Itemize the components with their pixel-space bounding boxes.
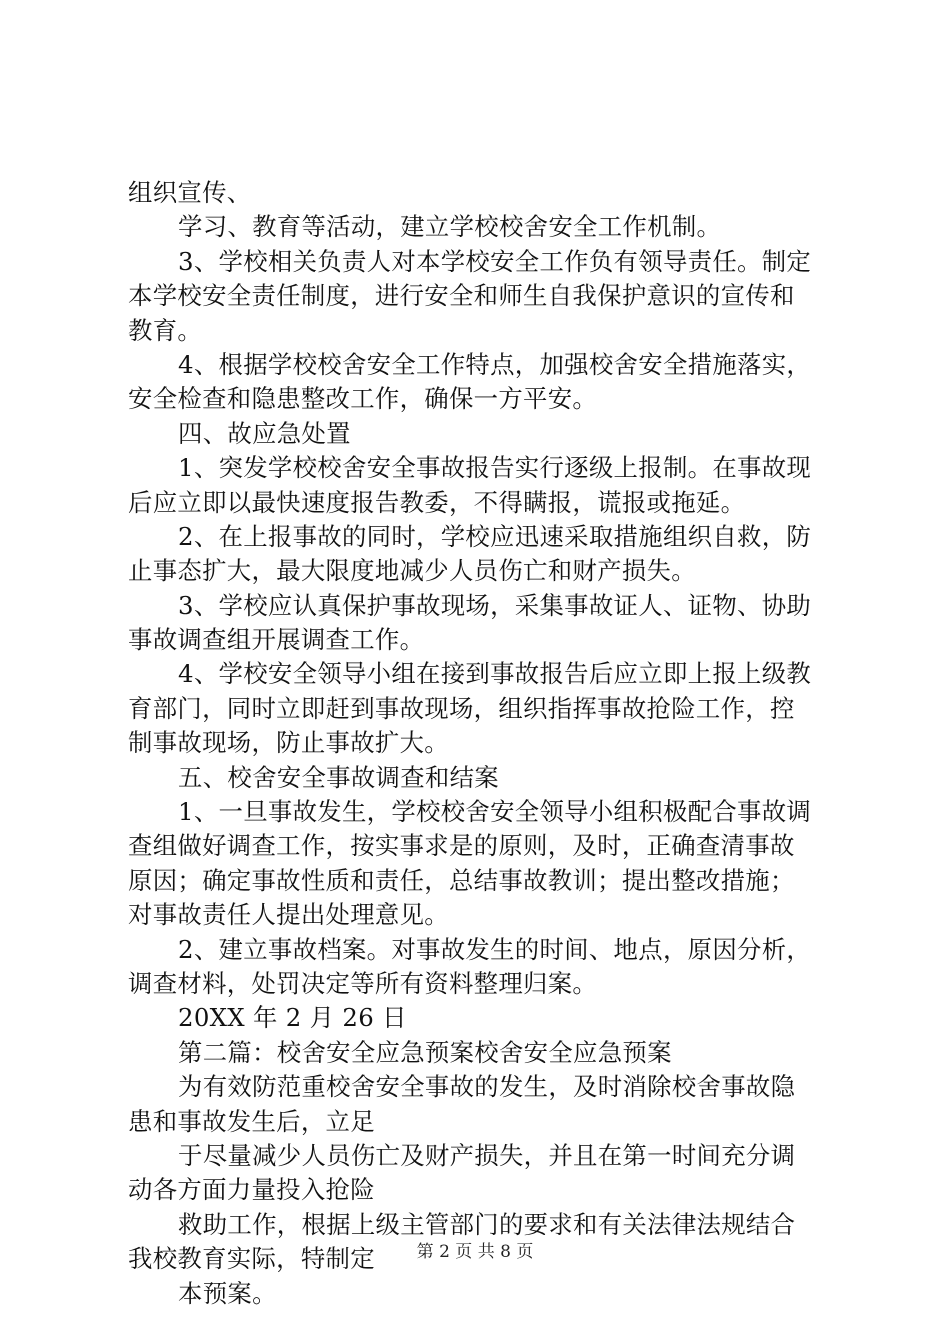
text-line: 育部门，同时立即赶到事故现场，组织指挥事故抢险工作，控: [128, 693, 795, 723]
text-line: 学习、教育等活动，建立学校校舍安全工作机制。: [178, 212, 722, 242]
text-line: 安全检查和隐患整改工作，确保一方平安。: [128, 384, 598, 414]
text-line: 4、学校安全领导小组在接到事故报告后应立即上报上级教: [178, 659, 812, 689]
text-line: 五、校舍安全事故调查和结案: [178, 762, 499, 792]
text-line: 后应立即以最快速度报告教委，不得瞒报，谎报或拖延。: [128, 487, 746, 517]
text-line: 2、建立事故档案。对事故发生的时间、地点，原因分析，: [178, 934, 812, 964]
text-line: 组织宣传、: [128, 178, 252, 207]
text-line: 4、根据学校校舍安全工作特点，加强校舍安全措施落实，: [178, 349, 812, 379]
text-line: 动各方面力量投入抢险: [128, 1175, 375, 1205]
text-line: 事故调查组开展调查工作。: [128, 625, 425, 655]
text-line: 四、故应急处置: [178, 418, 351, 448]
text-line: 止事态扩大，最大限度地减少人员伤亡和财产损失。: [128, 556, 696, 586]
text-line: 本预案。: [178, 1278, 277, 1308]
text-line: 教育。: [128, 315, 203, 345]
text-line: 为有效防范重校舍安全事故的发生，及时消除校舍事故隐: [178, 1072, 796, 1102]
text-line: 救助工作，根据上级主管部门的要求和有关法律法规结合: [178, 1209, 796, 1239]
text-line: 3、学校相关负责人对本学校安全工作负有领导责任。制定: [178, 246, 812, 276]
text-line: 3、学校应认真保护事故现场，采集事故证人、证物、协助: [178, 590, 812, 620]
page-footer: 第 2 页 共 8 页: [416, 1242, 534, 1262]
text-line: 20XX 年 2 月 26 日: [178, 1003, 407, 1033]
text-line: 1、突发学校校舍安全事故报告实行逐级上报制。在事故现: [178, 453, 812, 483]
text-line: 患和事故发生后，立足: [128, 1106, 375, 1136]
text-line: 我校教育实际，特制定: [128, 1244, 375, 1274]
text-line: 1、一旦事故发生，学校校舍安全领导小组积极配合事故调: [178, 797, 812, 827]
text-line: 第二篇：校舍安全应急预案校舍安全应急预案: [178, 1037, 672, 1067]
text-line: 查组做好调查工作，按实事求是的原则，及时，正确查清事故: [128, 831, 795, 861]
text-line: 本学校安全责任制度，进行安全和师生自我保护意识的宣传和: [128, 281, 795, 311]
text-line: 对事故责任人提出处理意见。: [128, 900, 449, 930]
text-line: 2、在上报事故的同时，学校应迅速采取措施组织自救，防: [178, 521, 812, 551]
document-body: [128, 176, 838, 1311]
text-line: 制事故现场，防止事故扩大。: [128, 728, 449, 758]
text-line: 原因；确定事故性质和责任，总结事故教训；提出整改措施；: [128, 865, 795, 895]
text-line: 调查材料，处罚决定等所有资料整理归案。: [128, 968, 598, 998]
text-line: 于尽量减少人员伤亡及财产损失，并且在第一时间充分调: [178, 1140, 796, 1170]
